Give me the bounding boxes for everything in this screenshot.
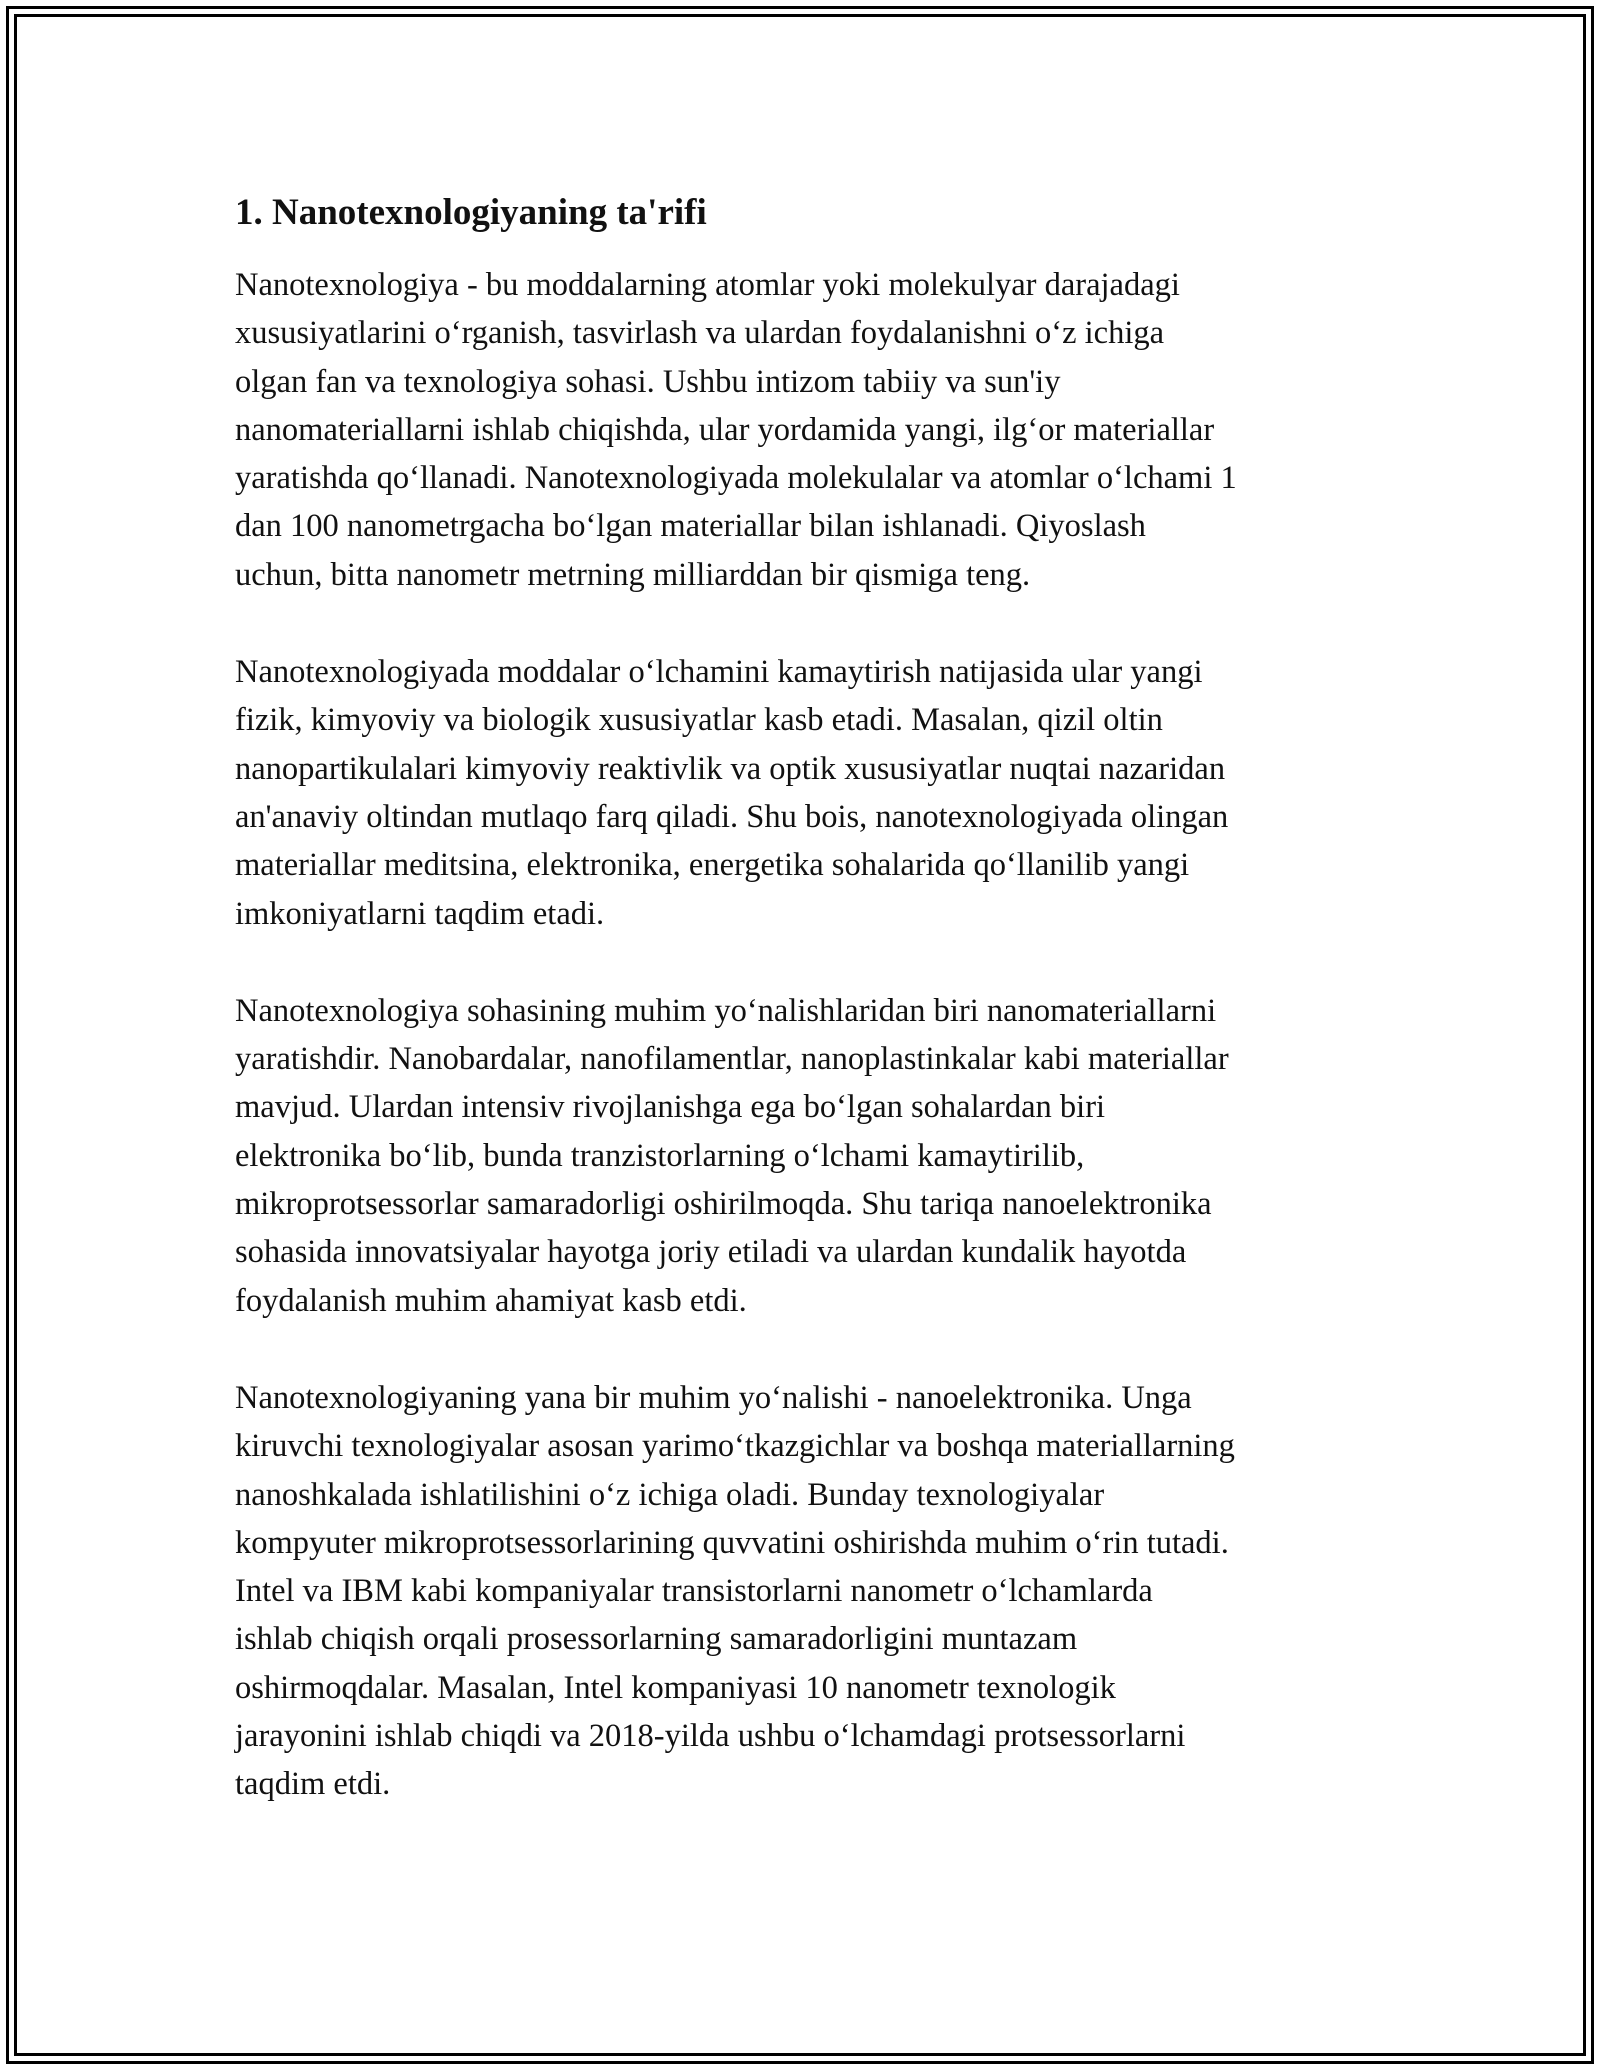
paragraph-properties: Nanotexnologiyada moddalar oʻlchamini kamaytirish natijasida ular yangi fizik, kimyoviy va biologik xususiyatlar kasb etadi. Masalan, qizil oltin nanopartikulalari kimyoviy reaktivlik va optik xususiyatlar nuqtai nazaridan an'anaviy oltindan mutlaqo farq qiladi. Shu bois, nanotexnologiyada olingan materiallar meditsina, elektronika, energetika sohalarida qoʻllanilib yangi imkoniyatlarni taqdim etadi. (235, 654, 1229, 932)
paragraph-definition: Nanotexnologiya - bu moddalarning atomlar yoki molekulyar darajadagi xususiyatlarini oʻrganish, tasvirlash va ulardan foydalanishni oʻz ichiga olgan fan va texnologiya sohasi. Ushbu intizom tabiiy va sun'iy nanomateriallarni ishlab chiqishda, ular yordamida yangi, ilgʻor materiallar yaratishda qoʻllanadi. Nanotexnologiyada molekulalar va atomlar oʻlchami 1 dan 100 nanometrgacha boʻlgan materiallar bilan ishlanadi. Qiyoslash uchun, bitta nanometr metrning milliarddan bir qismiga teng. (235, 267, 1237, 593)
paragraph-nanomaterials: Nanotexnologiya sohasining muhim yoʻnalishlaridan biri nanomateriallarni yaratishdir. Nanobardalar, nanofilamentlar, nanoplastinkalar kabi materiallar mavjud. Ulardan intensiv rivojlanishga ega boʻlgan sohalardan biri elektronika boʻlib, bunda tranzistorlarning oʻlchami kamaytirilib, mikroprotsessorlar samaradorligi oshirilmoqda. Shu tariqa nanoelektronika sohasida innovatsiyalar hayotga joriy etiladi va ulardan kundalik hayotda foydalanish muhim ahamiyat kasb etdi. (235, 992, 1229, 1319)
paragraph-nanoelectronics: Nanotexnologiyaning yana bir muhim yoʻnalishi - nanoelektronika. Unga kiruvchi texnologiyalar asosan yarimoʻtkazgichlar va boshqa materiallarning nanoshkalada ishlatilishini oʻz ichiga oladi. Bunday texnologiyalar kompyuter mikroprotsessorlarining quvvatini oshirishda muhim oʻrin tutadi. Intel va IBM kabi kompaniyalar transistorlarni nanometr oʻlchamlarda ishlab chiqish orqali prosessorlarning samaradorligini muntazam oshirmoqdalar. Masalan, Intel kompaniyasi 10 nanometr texnologik jarayonini ishlab chiqdi va 2018-yilda ushbu oʻlchamdagi protsessorlarni taqdim etdi. (235, 1379, 1235, 1803)
document-body (235, 185, 1375, 1858)
page-title: 1. Nanotexnologiyaning ta'rifi (235, 192, 707, 233)
